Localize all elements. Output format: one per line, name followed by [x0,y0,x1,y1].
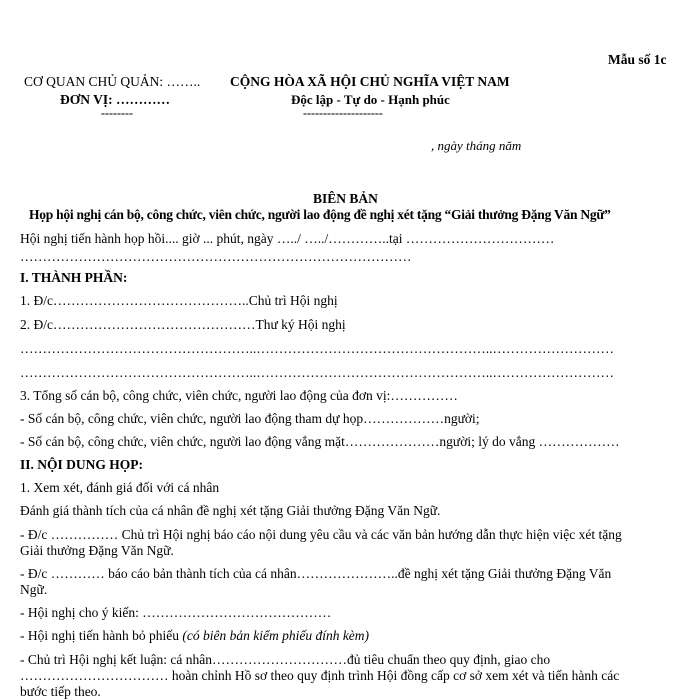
present-staff-line: - Số cán bộ, công chức, viên chức, người lao động tham dự họp………………người; [20,411,480,426]
assessment-line: Đánh giá thành tích của cá nhân đề nghị xét tặng Giải thưởng Đặng Văn Ngữ. [20,503,441,518]
national-title: CỘNG HÒA XÃ HỘI CHỦ NGHĨA VIỆT NAM [230,74,510,89]
vote-note: (có biên bản kiểm phiếu đính kèm) [182,628,370,643]
time-place-continuation: …………………………………………………………………………… [20,249,412,264]
review-line: 1. Xem xét, đánh giá đối với cá nhân [20,480,220,495]
dotted-line: ……………………………………………..……………………………………………..……………………… [20,365,614,380]
document-subtitle: Họp hội nghị cán bộ, công chức, viên chức, người lao động đề nghị xét tặng “Giải thưởng Đặng Văn Ngữ” [29,207,611,222]
time-place-line: Hội nghị tiến hành họp hồi.... giờ ... phút, ngày …../ …../…………..tại …………………………… [20,231,555,246]
total-staff-line: 3. Tổng số cán bộ, công chức, viên chức, người lao động của đơn vị:…………… [20,388,458,403]
absent-staff-line: - Số cán bộ, công chức, viên chức, người lao động vắng mặt…………………người; lý do vắng ……………… [20,434,620,449]
header-left-divider: -------- [101,106,133,120]
achievement-report-line: - Đ/c ………… báo cáo bản thành tích của cá nhân…………………..đề nghị xét tặng Giải thưởng Đặng Văn [20,566,612,581]
secretary-line: 2. Đ/c………………………………………Thư ký Hội nghị [20,317,346,332]
dotted-line: ……………………………………………..……………………………………………..……………………… [20,341,614,356]
unit-line: ĐƠN VỊ: ………… [60,92,171,107]
governing-agency-line: CƠ QUAN CHỦ QUẢN: …….. [24,74,201,89]
conclusion-line-2: …………………………… hoàn chỉnh Hồ sơ theo quy định trình Hội đồng cấp cơ sở xem xét và tiến hành các [20,668,620,683]
conclusion-line-3: bước tiếp theo. [20,684,101,699]
national-motto: Độc lập - Tự do - Hạnh phúc [291,92,450,107]
vote-text: - Hội nghị tiến hành bỏ phiếu [20,628,183,643]
header-right-divider: -------------------- [303,106,383,120]
achievement-report-continuation: Ngữ. [20,582,48,597]
opinions-line: - Hội nghị cho ý kiến: …………………………………… [20,605,332,620]
document-title: BIÊN BẢN [313,191,378,206]
conclusion-line: - Chủ trì Hội nghị kết luận: cá nhân…………………………đủ tiêu chuẩn theo quy định, giao cho [20,652,551,667]
section-heading-content: II. NỘI DUNG HỌP: [20,457,144,472]
report-line-continuation: Giải thưởng Đặng Văn Ngữ. [20,543,174,558]
date-line: , ngày tháng năm [431,138,522,153]
report-line: - Đ/c …………… Chủ trì Hội nghị báo cáo nội dung yêu cầu và các văn bản hướng dẫn thực hiện việc xét tặng [20,527,622,542]
chair-line: 1. Đ/c……………………………………..Chủ trì Hội nghị [20,293,338,308]
vote-line [20,628,369,644]
form-number: Mẫu số 1c [608,52,667,67]
section-heading-participants: I. THÀNH PHẦN: [20,270,128,285]
